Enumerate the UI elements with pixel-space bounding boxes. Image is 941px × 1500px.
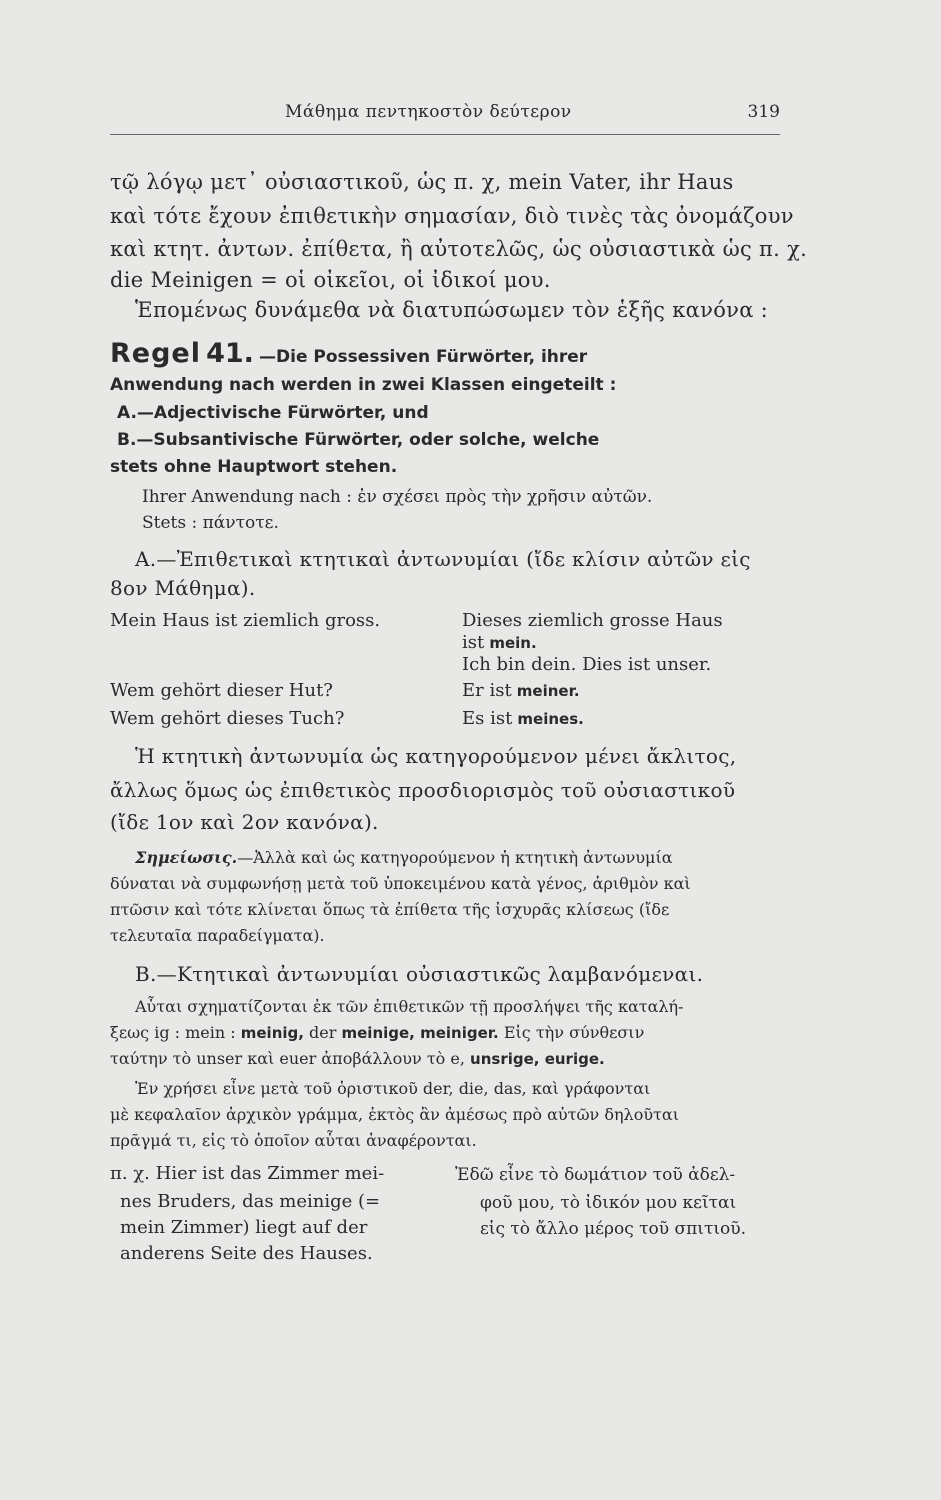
section-b-bold: meinig, (240, 1024, 304, 1042)
section-b-heading: B.—Κτητικαὶ ἀντωνυμίαι οὐσιαστικῶς λαμβανόμεναι. (135, 962, 704, 986)
example-german: anderens Seite des Hauses. (120, 1243, 373, 1264)
header-title: Μάθημα πεντηκοστὸν δεύτερον (285, 102, 572, 122)
example-answer-text: Es ist (462, 708, 513, 729)
example-answer-text: ist (462, 632, 485, 653)
example-german: Wem gehört dieser Hut? (110, 680, 333, 701)
example-greek: φοῦ μου, τὸ ἰδικόν μου κεῖται (480, 1193, 737, 1213)
rule-label: Regel (110, 338, 201, 369)
intro-line: καὶ κτητ. ἀντων. ἐπίθετα, ἢ αὐτοτελῶς, ὡς οὐσιαστικὰ ὡς π. χ. (110, 237, 808, 261)
section-b-line: Ἐν χρήσει εἶνε μετὰ τοῦ ὁριστικοῦ der, die, das, καὶ γράφονται (135, 1079, 651, 1098)
glossary-line: Stets : πάντοτε. (142, 513, 279, 533)
section-a-heading: 8ον Μάθημα). (110, 576, 256, 600)
section-b-text: Εἰς τὴν σύνθεσιν (503, 1023, 645, 1042)
header-rule (110, 134, 780, 135)
paragraph-line: (ἴδε 1ον καὶ 2ον κανόνα). (110, 810, 379, 834)
example-german: Mein Haus ist ziemlich gross. (110, 610, 381, 631)
section-b-text: der (309, 1023, 337, 1042)
example-answer (462, 708, 584, 729)
example-german: π. χ. Hier ist das Zimmer mei- (110, 1163, 385, 1184)
intro-line: καὶ τότε ἔχουν ἐπιθετικὴν σημασίαν, διὸ τινὲς τὰς ὀνομάζουν (110, 204, 794, 228)
example-german: mein Zimmer) liegt auf der (120, 1217, 368, 1238)
example-german: nes Bruders, das meinige (= (120, 1191, 381, 1212)
note-line: τελευταῖα παραδείγματα). (110, 926, 325, 945)
example-answer-bold: mein. (489, 634, 537, 652)
section-b-line (110, 1049, 605, 1068)
rule-text: B.—Subsantivische Fürwörter, oder solche, welche (117, 430, 600, 450)
intro-line: Ἑπομένως δυνάμεθα νὰ διατυπώσωμεν τὸν ἑξῆς κανόνα : (135, 298, 769, 322)
example-answer (462, 680, 580, 701)
section-b-line: μὲ κεφαλαῖον ἀρχικὸν γράμμα, ἐκτὸς ἂν ἀμέσως πρὸ αὐτῶν δηλοῦται (110, 1105, 679, 1124)
example-answer: Dieses ziemlich grosse Haus (462, 610, 723, 631)
rule-number: 41. (206, 338, 254, 369)
section-b-text: ταύτην τὸ unser καὶ euer ἀποβάλλουν τὸ e, (110, 1049, 465, 1068)
note-line (135, 848, 673, 867)
rule-text: Anwendung nach werden in zwei Klassen eingeteilt : (110, 375, 617, 395)
example-answer (462, 632, 537, 653)
intro-line: τῷ λόγῳ μετ᾽ οὐσιαστικοῦ, ὡς π. χ, mein Vater, ihr Haus (110, 170, 734, 194)
intro-line: die Meinigen = οἱ οἰκεῖοι, οἱ ἰδικοί μου. (110, 268, 551, 292)
rule-heading (110, 338, 587, 369)
section-b-line: πρᾶγμά τι, εἰς τὸ ὁποῖον αὗται ἀναφέρονται. (110, 1131, 477, 1150)
running-header (110, 102, 780, 130)
example-greek: εἰς τὸ ἄλλο μέρος τοῦ σπιτιοῦ. (480, 1219, 746, 1239)
rule-text: stets ohne Hauptwort stehen. (110, 457, 398, 477)
example-greek: Ἐδῶ εἶνε τὸ δωμάτιον τοῦ ἀδελ- (455, 1165, 736, 1185)
rule-text: A.—Adjectivische Fürwörter, und (117, 403, 429, 423)
example-answer-bold: meiner. (516, 682, 580, 700)
rule-text: —Die Possessiven Fürwörter, ihrer (259, 347, 588, 367)
section-a-heading: A.—Ἐπιθετικαὶ κτητικαὶ ἀντωνυμίαι (ἴδε κλίσιν αὐτῶν εἰς (135, 547, 751, 571)
section-b-text: ξεως ig : mein : (110, 1023, 236, 1042)
note-line: δύναται νὰ συμφωνήσῃ μετὰ τοῦ ὑποκειμένου κατὰ γένος, ἀριθμὸν καὶ (110, 874, 691, 893)
paragraph-line: ἄλλως ὅμως ὡς ἐπιθετικὸς προσδιορισμὸς τοῦ οὐσιαστικοῦ (110, 778, 736, 802)
section-b-bold: unsrige, eurige. (470, 1050, 605, 1068)
example-answer-text: Er ist (462, 680, 512, 701)
section-b-line: Αὗται σχηματίζονται ἐκ τῶν ἐπιθετικῶν τῇ προσλήψει τῆς καταλή- (135, 997, 684, 1016)
page-number: 319 (747, 102, 780, 122)
section-b-line (110, 1023, 644, 1042)
paragraph-line: Ἡ κτητικὴ ἀντωνυμία ὡς κατηγορούμενον μένει ἄκλιτος, (135, 744, 737, 768)
glossary-line: Ihrer Anwendung nach : ἐν σχέσει πρὸς τὴν χρῆσιν αὐτῶν. (142, 487, 653, 507)
example-answer: Ich bin dein. Dies ist unser. (462, 654, 712, 675)
note-line: πτῶσιν καὶ τότε κλίνεται ὅπως τὰ ἐπίθετα τῆς ἰσχυρᾶς κλίσεως (ἴδε (110, 900, 670, 919)
note-label: Σημείωσις. (135, 848, 238, 867)
note-text: —Ἀλλὰ καὶ ὡς κατηγορούμενον ἡ κτητικὴ ἀντωνυμία (237, 848, 673, 867)
section-b-bold: meinige, meiniger. (341, 1024, 499, 1042)
example-answer-bold: meines. (517, 710, 584, 728)
example-german: Wem gehört dieses Tuch? (110, 708, 345, 729)
